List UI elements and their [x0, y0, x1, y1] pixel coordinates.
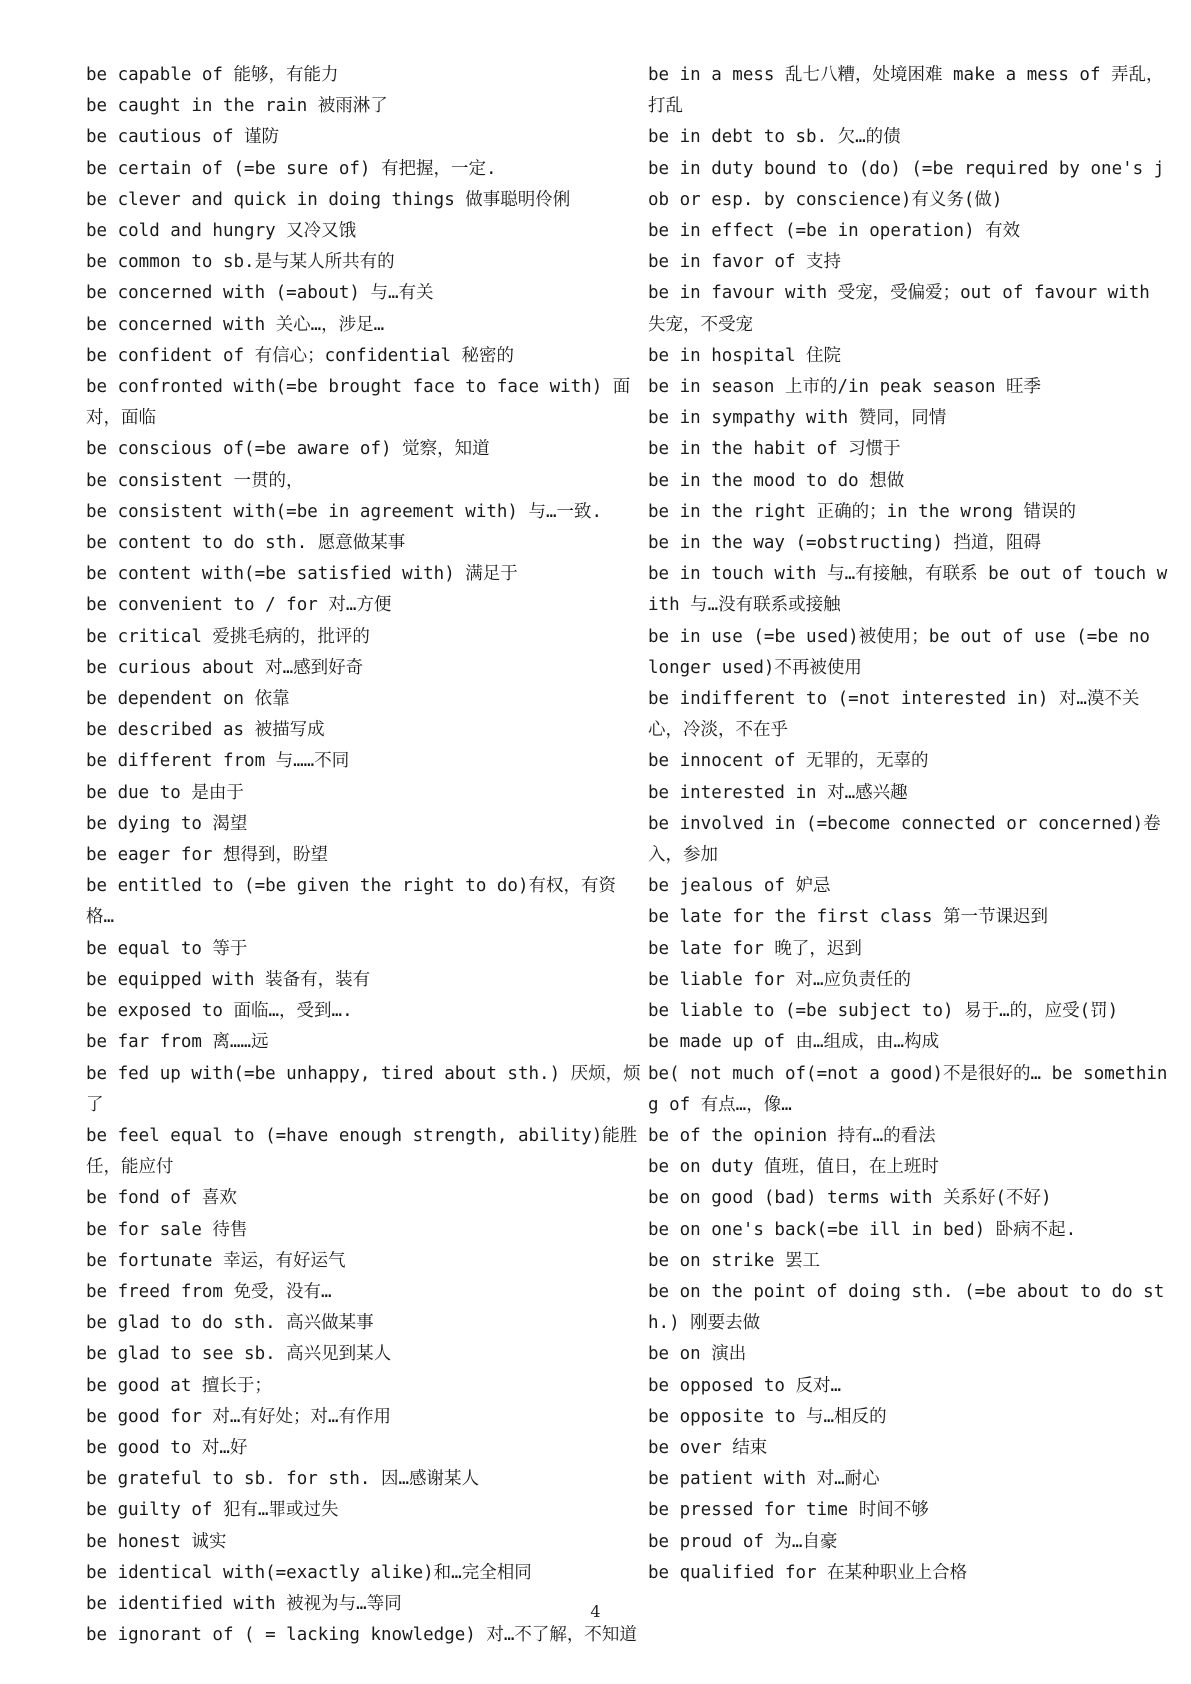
vocab-entry: be jealous of 妒忌 — [648, 876, 831, 897]
vocab-entry: be concerned with (=about) 与…有关 — [86, 283, 434, 304]
vocab-entry: be caught in the rain 被雨淋了 — [86, 96, 388, 117]
vocab-entry: be liable to (=be subject to) 易于…的，应受(罚) — [648, 1001, 1119, 1022]
vocab-entry: be capable of 能够，有能力 — [86, 65, 339, 85]
vocab-entry: be confident of 有信心；confidential 秘密的 — [86, 345, 515, 366]
vocab-entry: be exposed to 面临…，受到…. — [86, 1001, 353, 1022]
vocab-entry: be feel equal to (=have enough strength, ability)能胜任，能应付 — [86, 1125, 638, 1178]
vocab-entry: be in the habit of 习惯于 — [648, 439, 901, 460]
vocab-entry: be due to 是由于 — [86, 782, 244, 803]
vocab-entry: be in the right 正确的；in the wrong 错误的 — [648, 501, 1077, 522]
vocab-entry: be on good (bad) terms with 关系好(不好) — [648, 1188, 1052, 1209]
vocab-entry: be innocent of 无罪的，无辜的 — [648, 751, 929, 772]
vocab-entry: be good for 对…有好处；对…有作用 — [86, 1406, 392, 1427]
vocab-entry: be fed up with(=be unhappy, tired about sth.) 厌烦，烦了 — [86, 1063, 641, 1115]
vocab-entry: be of the opinion 持有…的看法 — [648, 1125, 936, 1146]
vocab-entry: be in hospital 住院 — [648, 345, 842, 366]
vocab-entry: be opposite to 与…相反的 — [648, 1406, 887, 1427]
vocab-entry: be late for 晚了，迟到 — [648, 938, 862, 959]
vocab-entry: be far from 离……远 — [86, 1032, 269, 1053]
vocab-entry: be made up of 由…组成，由…构成 — [648, 1032, 940, 1053]
vocab-entry: be late for the first class 第一节课迟到 — [648, 907, 1049, 928]
vocab-entry: be pressed for time 时间不够 — [648, 1500, 929, 1521]
vocab-entry: be identical with(=exactly alike)和…完全相同 — [86, 1562, 532, 1583]
vocab-entry: be in duty bound to (do) (=be required by one's job or esp. by conscience)有义务(做) — [648, 158, 1165, 210]
vocab-entry: be on 演出 — [648, 1344, 747, 1365]
vocab-entry: be guilty of 犯有…罪或过失 — [86, 1500, 339, 1521]
vocab-entry: be content with(=be satisfied with) 满足于 — [86, 564, 518, 585]
vocab-entry: be identified with 被视为与…等同 — [86, 1593, 402, 1614]
vocab-entry: be( not much of(=not a good)不是很好的… be something of 有点…，像… — [648, 1063, 1168, 1115]
vocab-entry: be honest 诚实 — [86, 1531, 227, 1552]
vocab-entry: be good at 擅长于； — [86, 1375, 272, 1396]
vocab-entry: be for sale 待售 — [86, 1219, 248, 1240]
vocab-entry: be in debt to sb. 欠…的债 — [648, 127, 901, 148]
vocab-entry: be cautious of 谨防 — [86, 127, 280, 148]
vocab-entry: be freed from 免受，没有… — [86, 1281, 332, 1302]
vocab-entry: be clever and quick in doing things 做事聪明伶俐 — [86, 189, 571, 210]
vocab-entry: be interested in 对…感兴趣 — [648, 782, 908, 803]
left-column — [86, 60, 642, 1651]
vocab-entry: be concerned with 关心…，涉足… — [86, 314, 385, 335]
vocab-entry: be convenient to / for 对…方便 — [86, 595, 392, 616]
vocab-entry: be fond of 喜欢 — [86, 1188, 237, 1209]
vocab-entry: be dependent on 依靠 — [86, 689, 290, 710]
vocab-entry: be consistent 一贯的， — [86, 470, 304, 491]
vocab-entry: be in favour with 受宠，受偏爱；out of favour with 失宠，不受宠 — [648, 283, 1161, 335]
vocab-entry: be on strike 罢工 — [648, 1250, 820, 1271]
vocab-entry: be grateful to sb. for sth. 因…感谢某人 — [86, 1469, 480, 1490]
vocab-entry: be on duty 值班，值日，在上班时 — [648, 1157, 939, 1178]
vocab-entry: be common to sb.是与某人所共有的 — [86, 252, 395, 273]
vocab-entry: be consistent with(=be in agreement with) 与…一致. — [86, 501, 603, 522]
vocab-entry: be ignorant of ( = lacking knowledge) 对…不了解，不知道 — [86, 1625, 637, 1646]
right-column — [648, 60, 1168, 1589]
vocab-entry: be in the mood to do 想做 — [648, 470, 905, 491]
vocab-entry: be glad to see sb. 高兴见到某人 — [86, 1344, 392, 1365]
vocab-entry: be in the way (=obstructing) 挡道，阻碍 — [648, 533, 1042, 554]
vocab-entry: be glad to do sth. 高兴做某事 — [86, 1313, 374, 1334]
vocab-entry: be content to do sth. 愿意做某事 — [86, 533, 406, 554]
page-number: 4 — [590, 1602, 601, 1621]
vocab-entry: be in season 上市的/in peak season 旺季 — [648, 377, 1042, 398]
vocab-entry: be good to 对…好 — [86, 1437, 248, 1458]
vocab-entry: be cold and hungry 又冷又饿 — [86, 221, 357, 242]
vocab-entry: be confronted with(=be brought face to face with) 面对，面临 — [86, 377, 631, 429]
vocab-entry: be patient with 对…耐心 — [648, 1469, 880, 1490]
vocab-entry: be in use (=be used)被使用；be out of use (=be no longer used)不再被使用 — [648, 626, 1161, 678]
vocab-entry: be liable for 对…应负责任的 — [648, 969, 912, 990]
vocab-entry: be eager for 想得到，盼望 — [86, 845, 328, 866]
vocab-entry: be conscious of(=be aware of) 觉察，知道 — [86, 439, 490, 460]
vocab-entry: be equal to 等于 — [86, 938, 248, 959]
vocab-entry: be different from 与……不同 — [86, 751, 350, 772]
vocab-entry: be over 结束 — [648, 1437, 768, 1458]
vocab-entry: be qualified for 在某种职业上合格 — [648, 1562, 968, 1583]
vocab-entry: be described as 被描写成 — [86, 720, 325, 741]
vocab-entry: be curious about 对…感到好奇 — [86, 657, 364, 678]
vocab-entry: be in a mess 乱七八糟，处境困难 make a mess of 弄乱，打乱 — [648, 65, 1164, 117]
vocab-entry: be in effect (=be in operation) 有效 — [648, 221, 1021, 242]
vocab-entry: be certain of (=be sure of) 有把握，一定. — [86, 158, 497, 179]
vocab-entry: be critical 爱挑毛病的，批评的 — [86, 626, 370, 647]
vocab-entry: be dying to 渴望 — [86, 813, 248, 834]
vocab-entry: be equipped with 装备有，装有 — [86, 969, 371, 990]
vocab-entry: be proud of 为…自豪 — [648, 1531, 838, 1552]
vocab-entry: be in favor of 支持 — [648, 252, 842, 273]
vocab-entry: be on one's back(=be ill in bed) 卧病不起. — [648, 1219, 1077, 1240]
vocab-entry: be opposed to 反对… — [648, 1375, 842, 1396]
vocab-entry: be fortunate 幸运，有好运气 — [86, 1250, 346, 1271]
vocab-entry: be involved in (=become connected or concerned)卷入，参加 — [648, 813, 1161, 866]
vocab-entry: be on the point of doing sth. (=be about to do sth.) 刚要去做 — [648, 1281, 1165, 1334]
vocab-entry: be indifferent to (=not interested in) 对…漠不关心，冷淡，不在乎 — [648, 689, 1140, 741]
vocab-entry: be entitled to (=be given the right to do)有权，有资格… — [86, 876, 617, 928]
vocab-entry: be in sympathy with 赞同，同情 — [648, 408, 947, 429]
vocab-entry: be in touch with 与…有接触，有联系 be out of touch with 与…没有联系或接触 — [648, 564, 1168, 616]
